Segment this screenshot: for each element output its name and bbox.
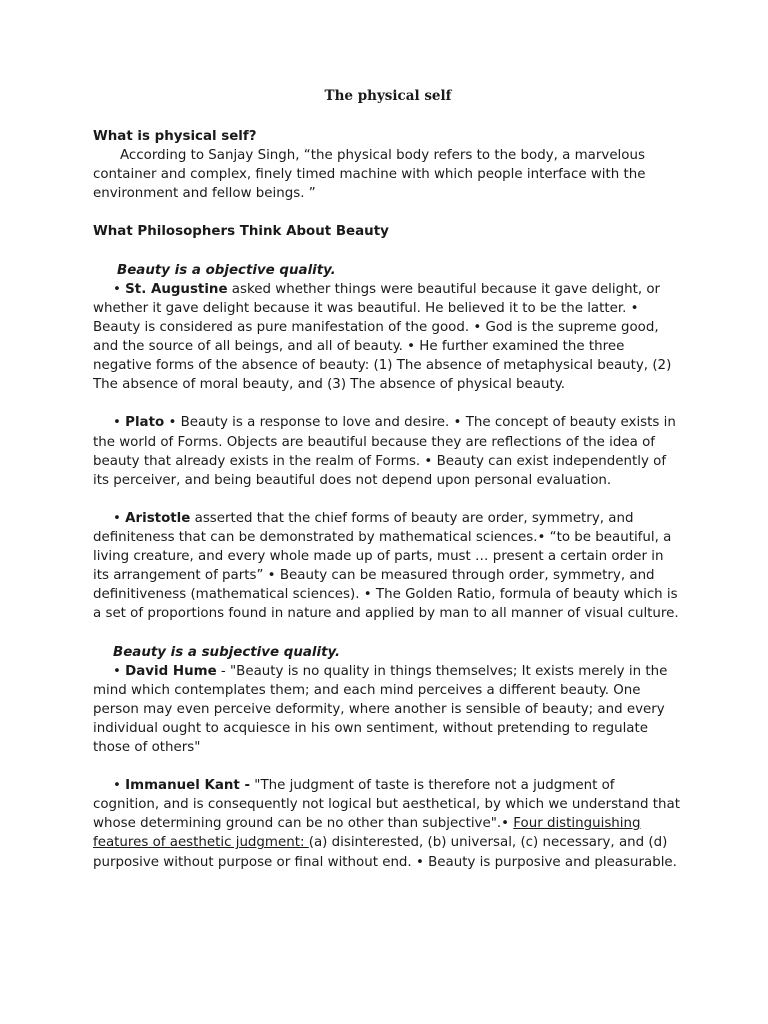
spacer — [93, 394, 683, 413]
bullet: • — [113, 510, 126, 526]
physical-self-definition: According to Sanjay Singh, “the physical body refers to the body, a marvelous container and complex, finely timed machine with which people interface with the environment and fellow beings. ” — [93, 148, 646, 202]
philosopher-name-aristotle: Aristotle — [125, 510, 191, 526]
document-title: The physical self — [324, 88, 452, 104]
philosopher-name-plato: Plato — [125, 415, 165, 431]
section-heading-physical-self: What is physical self? — [93, 129, 257, 144]
spacer — [93, 623, 683, 642]
kant-underlined-features: Four distinguishing features of aesthetic judgment: — [93, 816, 641, 851]
philosopher-name-kant: Immanuel Kant - — [125, 778, 251, 794]
augustine-paragraph — [93, 280, 683, 395]
bullet: • — [113, 663, 126, 679]
bullet: • — [113, 281, 126, 297]
spacer — [93, 242, 683, 261]
philosopher-name-hume: David Hume — [125, 663, 217, 679]
kant-text-before: "The judgment of taste is therefore not a judgment of cognition, and is consequently not logical but aesthetical, by which we understand that whose determining ground can be no other than subjective".• — [93, 778, 680, 832]
plato-paragraph — [93, 413, 683, 489]
spacer — [93, 203, 683, 222]
aristotle-paragraph — [93, 509, 683, 624]
plato-text: • Beauty is a response to love and desire. • The concept of beauty exists in the world of Forms. Objects are beautiful because they are reflections of the idea of beauty that already exists in the realm of Forms. • Beauty can exist independently of its perceiver, and being beautiful does not depend upon personal evaluation. — [93, 415, 676, 488]
augustine-text: asked whether things were beautiful because it gave delight, or whether it gave delight because it was beautiful. He believed it to be the latter. • Beauty is considered as pure manifestation of the good. • God is the supreme good, and the source of all beings, and all of beauty. • He further examined the three negative forms of the absence of beauty: (1) The absence of metaphysical beauty, (2) The absence of moral beauty, and (3) The absence of physical beauty. — [93, 281, 672, 393]
hume-text: - "Beauty is no quality in things themselves; It exists merely in the mind which contemplates them; and each mind perceives a different beauty. One person may even perceive deformity, where another is sensible of beauty; and every individual ought to acquiesce in his own sentiment, without pretending to regulate those of others" — [93, 663, 668, 755]
kant-paragraph — [93, 776, 683, 871]
bullet: • — [113, 415, 126, 431]
philosopher-name-augustine: St. Augustine — [125, 281, 228, 297]
spacer — [93, 757, 683, 776]
spacer — [93, 490, 683, 509]
document-page — [93, 86, 683, 872]
aristotle-text: asserted that the chief forms of beauty are order, symmetry, and definiteness that can be demonstrated by mathematical sciences.• “to be beautiful, a living creature, and every whole made up of parts, must … present a certain order in its arrangement of parts” • Beauty can be measured through order, symmetry, and definitiveness (mathematical sciences). • The Golden Ratio, formula of beauty which is a set of proportions found in nature and applied by man to all manner of visual culture. — [93, 510, 679, 622]
bullet: • — [113, 778, 126, 794]
kant-text-after: (a) disinterested, (b) universal, (c) necessary, and (d) purposive without purpose or final without end. • Beauty is purposive and pleasurable. — [93, 835, 677, 870]
objective-quality-heading: Beauty is a objective quality. — [117, 262, 336, 278]
subjective-quality-heading: Beauty is a subjective quality. — [113, 644, 341, 660]
section-heading-philosophers: What Philosophers Think About Beauty — [93, 224, 389, 240]
hume-paragraph — [93, 662, 683, 757]
